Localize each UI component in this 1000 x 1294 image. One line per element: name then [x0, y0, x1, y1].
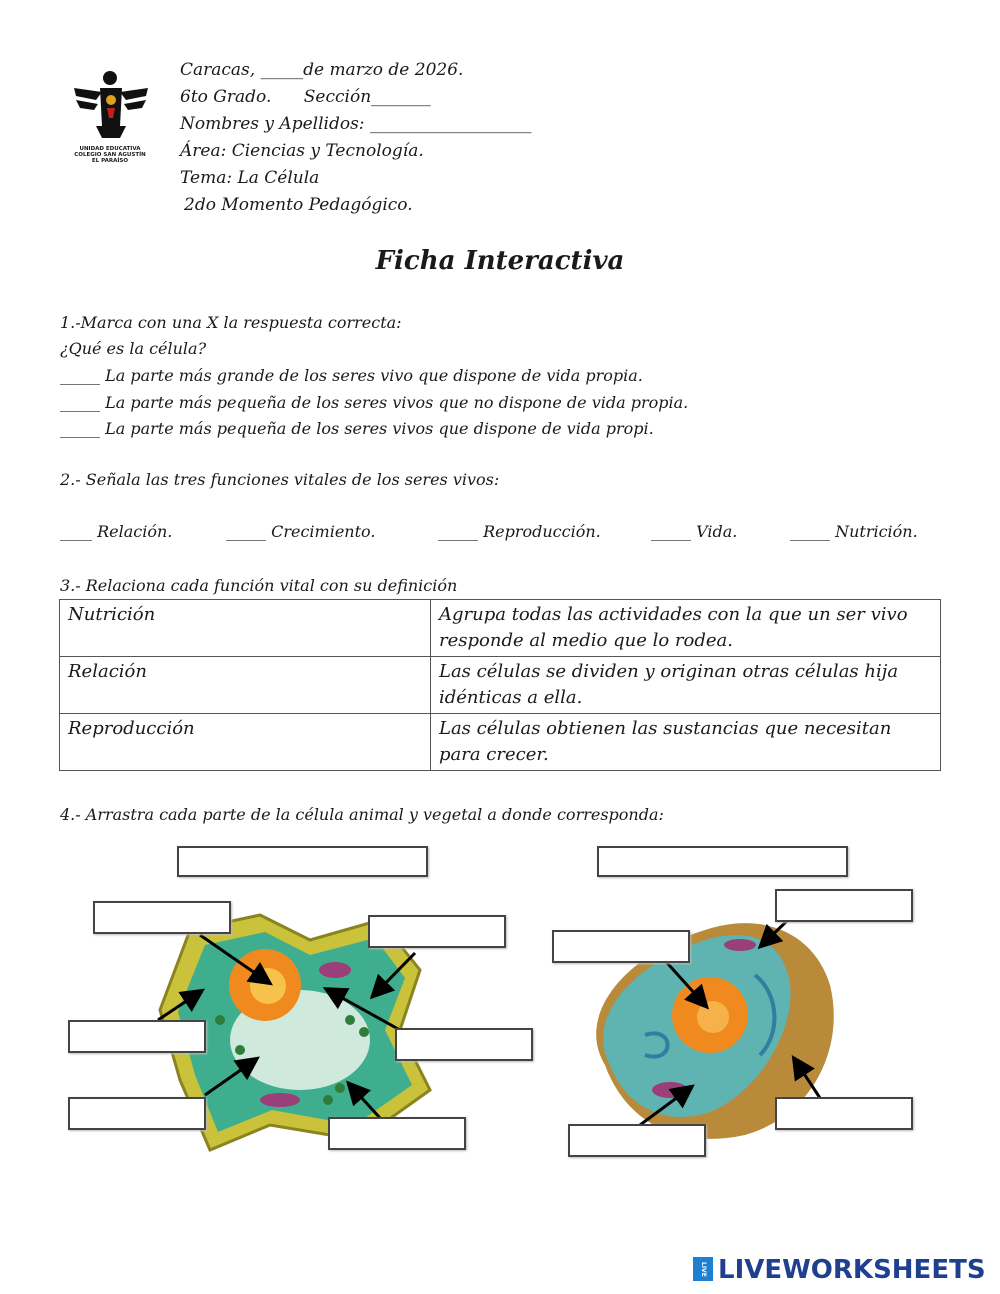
- page-title: Ficha Interactiva: [375, 246, 625, 276]
- header-moment: 2do Momento Pedagógico.: [184, 195, 413, 215]
- q1-option-1[interactable]: _____ La parte más grande de los seres vivo que dispone de vida propia.: [60, 366, 643, 385]
- q2-option-reproduccion[interactable]: _____ Reproducción.: [438, 522, 601, 541]
- q2-option-relacion[interactable]: ____ Relación.: [60, 522, 173, 541]
- animal-label-right-dropzone[interactable]: [775, 1097, 913, 1130]
- term-cell[interactable]: Nutrición: [60, 600, 431, 657]
- definition-cell[interactable]: Las células se dividen y originan otras células hija idénticas a ella.: [431, 657, 941, 714]
- plant-label-nucleus-dropzone[interactable]: [93, 901, 231, 934]
- header-area: Área: Ciencias y Tecnología.: [180, 141, 424, 161]
- q2-option-vida[interactable]: _____ Vida.: [651, 522, 738, 541]
- q1-option-3[interactable]: _____ La parte más pequeña de los seres vivos que dispone de vida propi.: [60, 419, 654, 438]
- q1-prompt: 1.-Marca con una X la respuesta correcta:: [60, 313, 402, 332]
- definition-cell[interactable]: Las células obtienen las sustancias que necesitan para crecer.: [431, 714, 941, 771]
- animal-label-top-dropzone[interactable]: [597, 846, 848, 877]
- q2-prompt: 2.- Señala las tres funciones vitales de los seres vivos:: [60, 470, 500, 489]
- animal-label-bottom-dropzone[interactable]: [568, 1124, 706, 1157]
- plant-label-top-dropzone[interactable]: [177, 846, 428, 877]
- plant-label-right-dropzone[interactable]: [395, 1028, 533, 1061]
- header-topic: Tema: La Célula: [180, 168, 320, 188]
- animal-label-top-right-dropzone[interactable]: [775, 889, 913, 922]
- animal-label-nucleus-dropzone[interactable]: [552, 930, 690, 963]
- term-cell[interactable]: Reproducción: [60, 714, 431, 771]
- logo-caption-3: EL PARAÍSO: [91, 158, 129, 164]
- term-cell[interactable]: Relación: [60, 657, 431, 714]
- plant-label-left-dropzone[interactable]: [68, 1020, 206, 1053]
- header-date: Caracas, _____de marzo de 2026.: [180, 60, 464, 80]
- plant-label-wall-dropzone[interactable]: [368, 915, 506, 948]
- badge-text: LIVE: [700, 1261, 707, 1277]
- q4-prompt: 4.- Arrastra cada parte de la célula animal y vegetal a donde corresponda:: [60, 805, 664, 824]
- header-grade: 6to Grado. Sección_______: [180, 87, 431, 107]
- liveworksheets-badge: [693, 1257, 713, 1281]
- q2-option-nutricion[interactable]: _____ Nutrición.: [790, 522, 918, 541]
- logo-caption-2: COLEGIO SAN AGUSTÍN: [74, 152, 146, 158]
- q3-prompt: 3.- Relaciona cada función vital con su definición: [60, 576, 458, 595]
- header-name: Nombres y Apellidos: ___________________: [180, 114, 532, 134]
- liveworksheets-logo: LIVEWORKSHEETS: [718, 1255, 986, 1285]
- q2-option-crecimiento[interactable]: _____ Crecimiento.: [226, 522, 376, 541]
- plant-label-bottom-left-dropzone[interactable]: [68, 1097, 206, 1130]
- plant-label-bottom-right-dropzone[interactable]: [328, 1117, 466, 1150]
- q1-option-2[interactable]: _____ La parte más pequeña de los seres vivos que no dispone de vida propia.: [60, 393, 689, 412]
- definition-cell[interactable]: Agrupa todas las actividades con la que un ser vivo responde al medio que lo rodea.: [431, 600, 941, 657]
- q1-question: ¿Qué es la célula?: [60, 339, 207, 358]
- logo-caption-1: UNIDAD EDUCATIVA: [79, 146, 141, 152]
